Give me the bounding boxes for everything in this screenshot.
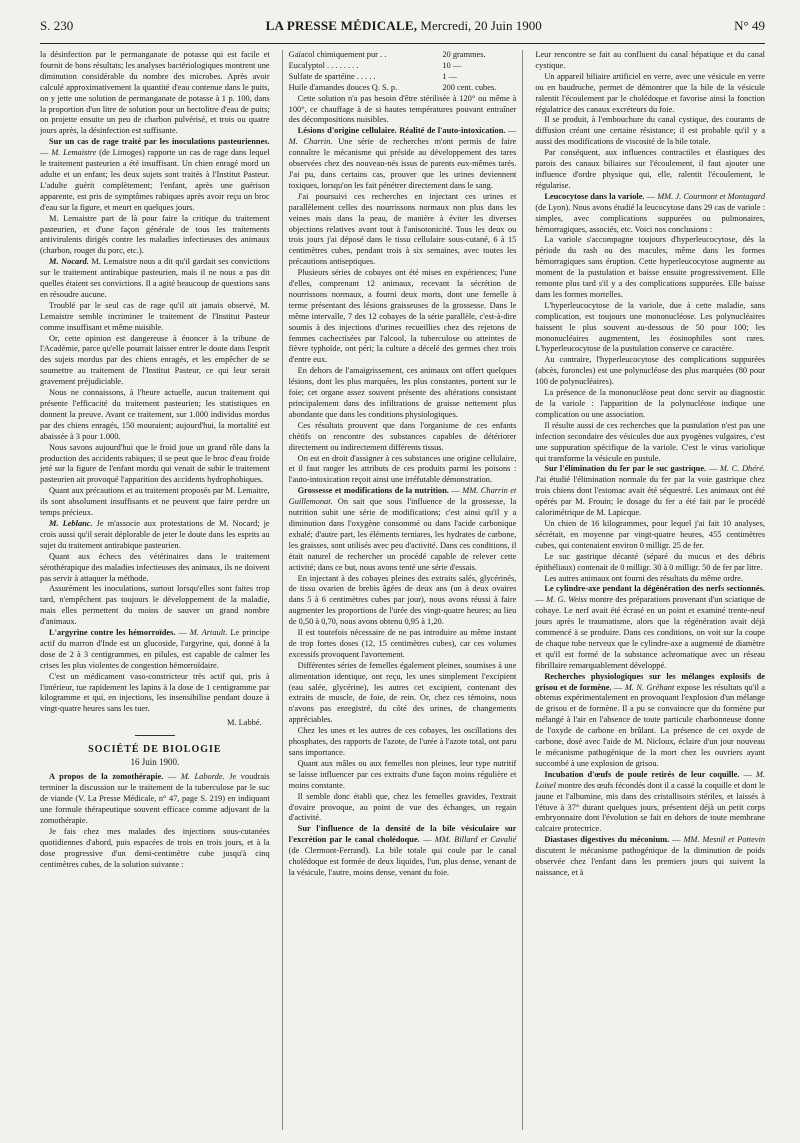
paragraph: Il semble donc établi que, chez les femelles gravides, l'extrait d'ovaire provoque, au point de vue des échanges, un regain d'activité.	[288, 791, 517, 823]
recipe-row: Eucalyptol . . . . . . . . 10 —	[288, 60, 462, 70]
paragraph: J'ai poursuivi ces recherches en injectant ces urines et parallèlement celles des nourrissons normaux non plus dans les veines mais dans la peau, de manière à éviter les diverses objections relatives avant tout à l'anisotonicité. Tous les deux ou trois jours j'ai déposé dans le tissu cellulaire sous-cutané, 6 à 15 centimètres cubes, pendant trois à six semaines, avec toutes les précautions antiseptiques.	[288, 191, 517, 267]
paragraph: Quant aux échecs des vétérinaires dans le traitement sérothérapique des maladies infectieuses des animaux, ils ne doivent pas servir à attaquer la méthode.	[40, 551, 270, 583]
society-date: 16 Juin 1900.	[130, 757, 180, 768]
section-cylindre-axe: Le cylindre-axe pendant la dégénération des nerfs sectionnés. — M. G. Weiss montre des préparations provenant d'un sciatique de cobaye. Le nerf avait été écrasé en un point et examiné trente-neuf jours après le traumatisme, alors que la régénération avait déjà commencé à se produire. Dans ces conditions, on voit sur la coupe de chaque tube nerveux que le cylindre-axe a augmenté de diamètre et qu'il est formé de la substance achromatique avec un réseau fibrillaire remarquablement développé.	[535, 584, 765, 670]
section-grossesse: Grossesse et modifications de la nutrition. — MM. Charrin et Guillemonat. On sait que sous l'influence de la grossesse, la nutrition subit une série de modifications; c'est ainsi qu'il y a diminution dans l'oxygène consommé ou dans l'acide carbonique exhalé; d'autre part, les éléments terniares, les hydrates de carbone, les graisses, sont utilisés avec peu d'activité. Dans ces conditions, il était naturel de rechercher un procédé capable de relever cette activité; dans ce but, nous avons tenté une série d'essais.	[288, 486, 517, 572]
recipe-row: Gaïacol chimiquement pur . . 20 grammes.	[288, 50, 486, 59]
column-middle	[282, 50, 524, 1130]
section-incubation: Incubation d'œufs de poule retirés de leur coquille. — M. Loisel montre des œufs fécondés dont il a cassé la coquille et dont le jaune et l'albumine, mis dans des cristallisoirs stériles, et laissés à l'étuve à 37° durant quelques jours, présentent déjà un petit corps embryonnaire dont l'évolution se fait en dehors de toute membrane calcaire protectrice.	[535, 769, 765, 834]
page-number: S. 230	[40, 18, 74, 33]
paragraph: Par conséquent, aux influences contractiles et élastiques des parois des canaux biliaires sur l'écoulement, il faut ajouter une influence d'ordre physique qui, elle, ralentit l'écoulement, le régularise.	[535, 148, 765, 190]
paragraph: En dehors de l'amaigrissement, ces animaux ont offert quelques lésions, dont les plus marquées, les plus constantes, portent sur le foie; cet organe assez souvent présente des altérations consistant principalement dans des infiltrations de graisse nettement plus abondante que dans les conditions physiologiques.	[288, 366, 517, 419]
paragraph: La présence de la mononucléose peut donc servir au diagnostic de la variole : l'apparition de la polynucléose indique une complication ou une association.	[535, 388, 765, 419]
paragraph: On est en droit d'assigner à ces substances une origine cellulaire, et il faut ranger les attributs de ces produits parmi les poisons : l'auto-intoxication reçoit ainsi une irréfutable démonstration.	[288, 453, 517, 485]
paragraph: Ces résultats prouvent que dans l'organisme de ces enfants chétifs on rencontre des substances capables de détériorer directement ou indirectement différents tissus.	[288, 420, 517, 452]
paragraph: C'est un médicament vaso-constricteur très actif qui, pris à l'intérieur, tue rapidement les lapins à la dose de 1 centigramme par kilogramme et qui, en injections, les insensibilise pendant douze à vingt-quatre heures sans les tuer.	[40, 671, 270, 714]
paragraph: Troublé par le seul cas de rage qu'il ait jamais observé, M. Lemaistre semble incriminer le traitement de l'Institut Pasteur comme insuffisant et même nuisible.	[40, 300, 270, 332]
paragraph: Il se produit, à l'embouchure du canal cystique, des courants de diffusion créant une certaine résistance; il est probable qu'il y a aussi des modifications de viscosité de la bile totale.	[535, 115, 765, 147]
paragraph: Nous savons aujourd'hui que le froid joue un grand rôle dans la production des accidents rabiques; il se peut que le broc d'eau froide jeté sur la figure de l'enfant mordu qui venait de subir le traitement pasteurien ait provoqué l'apparition des accidents hydrophobiques.	[40, 442, 270, 485]
section-argyrine: L'argyrine contre les hémorroïdes. — M. Artault. Le principe actif du marron d'Inde est un glucoside, l'argyrine, qui, donné à la dose de 2 à 3 centigrammes, en pilules, est capable de calmer les crises les plus violentes de congestion hémorroïdaire.	[40, 628, 270, 670]
columns	[40, 50, 765, 1130]
section-charrin: Lésions d'origine cellulaire. Réalité de l'auto-intoxication. — M. Charrin. Une série de recherches m'ont permis de faire connaître le mécanisme qui préside au développement des tares observées chez des nouveau-nés issus de parents eux-mêmes tarés. J'ai pu, dans certains cas, prouver que les urines deviennent toxiques, lorsqu'on les fait pénétrer directement dans le sang.	[288, 126, 517, 190]
paragraph: la désinfection par le permanganate de potasse qui est facile et fournit de bons résultats; les analyses bactériologiques montrent une diminution considérable du nombre des microbes. Après avoir calculé approximativement la quantité d'eau contenue dans le puits, on y jette une solution de permanganate de potasse à 1 p. 100, dans la proportion d'un litre de solution pour un hectolitre d'eau de puits; on projette ensuite un peu de charbon pulvérisé, et trois ou quatre jours après, la désinfection est suffisante.	[40, 50, 270, 136]
paragraph: Un chien de 16 kilogrammes, pour lequel j'ai fait 10 analyses, sécrétait, en moyenne par vingt-quatre heures, 455 centimètres cubes, qui contenaient environ 0 milligr. 25 de fer.	[535, 518, 765, 550]
recipe-row: Huile d'amandes douces Q. S. p. 200 cent. cubes.	[288, 82, 497, 92]
section-meconium: Diastases digestives du méconium. — MM. Mesnil et Pottevin discutent le mécanisme pathogénique de la diminution de poids observée chez l'enfant dans les premiers jours qui suivent la naissance, et à	[535, 835, 765, 877]
section-rage: Sur un cas de rage traité par les inoculations pasteuriennes. — M. Lemaistre (de Limoges) rapporte un cas de rage dans lequel le traitement pasteurien a été insuffisant. Un chien enragé mord un adulte et un enfant; les deux sujets sont traités à l'Institut Pasteur. L'adulte guérit complètement; l'enfant, après une guérison apparente, est pris de symptômes rabiques après avoir reçu un broc d'eau sur la figure, et meurt en quelques jours.	[40, 137, 270, 212]
paragraph: Au contraire, l'hyperleucocytose des complications suppurées (abcès, furoncles) est une polynucléose des plus marquées (80 pour 100 de polynucléaires).	[535, 355, 765, 387]
society-heading: SOCIÉTÉ DE BIOLOGIE	[88, 744, 222, 756]
section-nocard: M. Nocard. M. Lemaistre nous a dit qu'il gardait ses convictions sur le traitement antirabique pasteurien, mais il ne nous a pas dit quelles étaient ses convictions. Il a agité beaucoup de questions sans en résoudre aucune.	[40, 257, 270, 299]
paragraph: Plusieurs séries de cobayes ont été mises en expériences; l'une d'elles, comprenant 12 animaux, recevant la sécrétion de nourrissons normaux, a fourni deux morts, dont une femelle à terme présentant des lésions graisseuses de la grossesse. Dans le même intervalle, 7 des 12 cobayes de la série parallèle, c'est-à-dire soumis à des injections d'urines recueillies chez des rejetons de femmes cachectisées par l'alcool, la tuberculose ou atteintes de fièvre typhoïde, ont péri; la culture a décelé des germes chez trois d'entre eux.	[288, 268, 517, 365]
column-right	[535, 50, 765, 1130]
section-bile: Sur l'influence de la densité de la bile vésiculaire sur l'excrétion par le canal cholédoque. — MM. Billard et Cavalié (de Clermont-Ferrand). La bile totale qui coule par le canal cholédoque est formée de deux liquides, l'un, plus dense, venant de la vésicule, l'autre, moins dense, venant du foie.	[288, 824, 517, 877]
paragraph: En injectant à des cobayes pleines des extraits salés, glycérinés, de tissu ovarien de brebis âgées de deux ans (un à deux ovaires dans 5 à 6 centimètres cubes par jour), nous avons réussi à faire augmenter les proportions de l'urée des vingt-quatre heures; au lieu de 0,50 à 0,70, nous avons obtenu 0,95 à 1,20.	[288, 573, 517, 627]
recipe-row: Sulfate de spartéine . . . . . 1 —	[288, 71, 457, 81]
paragraph: Chez les unes et les autres de ces cobayes, les oscillations des phosphates, des rapports de l'azote, de l'urée à l'azote total, ont paru sans importance.	[288, 726, 517, 757]
section-zomotherapie: A propos de la zomothérapie. — M. Laborde. Je voudrais terminer la discussion sur le traitement de la tuberculose par le suc de viande (V. La Presse Médicale, n° 47, page S. 219) en indiquant une formule thérapeutique souvent efficace comme adjuvant de la zomothérapie.	[40, 772, 270, 825]
paragraph: Le suc gastrique décanté (séparé du mucus et des débris épithéliaux) contenait de 0 milligr. 30 à 0 milligr. 50 de fer par litre.	[535, 551, 765, 572]
section-grisou: Recherches physiologiques sur les mélanges explosifs de grisou et de formène. — M. N. Gréhant expose les résultats qu'il a obtenus expérimentalement en provoquant l'explosion d'un mélange de grisou et de formène. Il a pu se convaincre que du formène pur mélangé à l'air en l'absence de toute particule charbonneuse donne de l'oxyde de carbone en brûlant. La présence de cet oxyde de carbone, dosé avec l'aide de M. Nicloux, éclaire d'un jour nouveau le mécanisme pathogénique de la mort chez les ouvriers ayant succombé à une explosion de grisou.	[535, 671, 765, 768]
signature: M. Labbé.	[227, 718, 262, 728]
paragraph: Quant aux mâles ou aux femelles non pleines, leur type nutritif se laisse influencer par ces extraits d'une façon moins régulière et moins constante.	[288, 758, 517, 790]
paragraph: L'hyperleucocytose de la variole, due à cette maladie, sans complication, est toujours une mononucléose. Les polynucléaires baissent le plus souvent au-dessous de 50 pour 100; les mononucléaires augmentent, les éosinophiles sont rares. L'hyperleucocytose de la pustulation conserve ce caractère.	[535, 300, 765, 354]
section-fer: Sur l'élimination du fer par le suc gastrique. — M. C. Dhéré. J'ai étudié l'élimination normale du fer par la voie gastrique chez trois chiens dont l'estomac avait été séquestré. Les animaux ont été opérés par M. Frouin; le dosage du fer a été fait par le procédé calorimétrique de M. Lapicque.	[535, 464, 765, 518]
header-rule	[40, 43, 765, 44]
divider	[135, 735, 175, 736]
paragraph: Différentes séries de femelles également pleines, soumises à une alimentation identique, ont reçu, les unes simplement l'excipient (eau salée, glycérine), les autres cet excipient, contenant des extraits de muscle, de foie, de rein. Or, chez ces témoins, nous n'avons pas enregistré, du côté des urines, de changements appréciables.	[288, 660, 517, 725]
paragraph: Il résulte aussi de ces recherches que la pustulation n'est pas une infection secondaire des vésicules due aux pyogènes vulgaires, c'est une suppuration spécifique de la variole. C'est le virus variolique qui transforme la vésicule en pustule.	[535, 420, 765, 463]
paragraph: Or, cette opinion est dangereuse à énoncer à la tribune de l'Académie, parce qu'elle pourrait laisser entrer le doute dans l'esprit des sujets mordus par des chiens enragés, et les empêcher de se soumettre au traitement de l'Institut Pasteur, ce qui leur serait gravement préjudiciable.	[40, 333, 270, 387]
page	[40, 18, 765, 1136]
paragraph: Cette solution n'a pas besoin d'être stérilisée à 120° ou même à 100°, ce chauffage à de si hautes températures pouvant entraîner des décompositions nuisibles.	[288, 93, 517, 125]
issue-date: Mercredi, 20 Juin 1900	[420, 18, 542, 33]
journal-title: LA PRESSE MÉDICALE, Mercredi, 20 Juin 1900	[265, 18, 542, 33]
paragraph: Un appareil biliaire artificiel en verre, avec une vésicule en verre ou en baudruche, permet de démontrer que la bile de la vésicule ralentit l'écoulement par le cholédoque et favorise ainsi la fonction régulatrice des canaux excréteurs du foie.	[535, 71, 765, 114]
paragraph: Leur rencontre se fait au confluent du canal hépatique et du canal cystique.	[535, 50, 765, 70]
paragraph: Quant aux précautions et au traitement proposés par M. Lemaitre, ils sont absolument insuffisants et ne peuvent que faire perdre un temps précieux.	[40, 486, 270, 518]
issue-number: N° 49	[734, 18, 765, 33]
paragraph: La variole s'accompagne toujours d'hyperleucocytose, dès la période du rash ou des macules, même dans les formes hémorragiques sans éruption. Cette hyperleucocytose augmente au moment de la pustulation et baisse ensuite progressivement. Elle remonte plus tard s'il y a des complications suppurées. Elle baisse dans les formes mortelles.	[535, 235, 765, 299]
recipe-list	[289, 50, 517, 94]
section-leucocytose: Leucocytose dans la variole. — MM. J. Courmont et Montagard (de Lyon). Nous avons étudié la leucocytose dans 29 cas de variole : simples, avec complications suppurées ou pulmonaires, hémorragiques, associés, etc. Voici nos conclusions :	[535, 191, 765, 234]
section-leblanc: M. Leblanc. Je m'associe aux protestations de M. Nocard; je crois aussi qu'il serait déplorable de jeter le doute dans les esprits au sujet du traitement antirabique pasteurien.	[40, 518, 270, 550]
paragraph: Les autres animaux ont fourni des résultats du même ordre.	[544, 573, 743, 583]
column-left	[40, 50, 270, 1130]
paragraph: Je fais chez mes malades des injections sous-cutanées quotidiennes d'abord, puis espacées de trois en trois jours, et à la dose progressive d'un demi-centimètre cube jusqu'à cinq centimètres cubes, de la solution suivante :	[40, 826, 270, 869]
paragraph: Il est toutefois nécessaire de ne pas introduire au même instant de trop fortes doses (12, 15 centimètres cubes), car ces volumes excessifs provoquent l'avortement.	[288, 628, 517, 659]
paragraph: M. Lemaistre part de là pour faire la critique du traitement pasteurien, et d'une façon générale de tous les traitements antivirulents dirigés contre les maladies infectieuses des animaux (charbon, rouget du porc, etc.).	[40, 213, 270, 256]
page-header	[40, 18, 765, 40]
paragraph: Assurément les inoculations, surtout lorsqu'elles sont faites trop tard, n'empêchent pas toujours le développement de la maladie, mais elles permettent du moins de sauver un grand nombre d'animaux.	[40, 584, 270, 627]
paragraph: Nous ne connaissons, à l'heure actuelle, aucun traitement qui présente l'efficacité du traitement pasteurien; les statistiques en donnent la preuve. Avant ce traitement, sur 1.000 individus mordus par des chiens enragés, 150 mouraient; aujourd'hui, la mortalité est abaissée à 3 pour 1.000.	[40, 388, 270, 441]
